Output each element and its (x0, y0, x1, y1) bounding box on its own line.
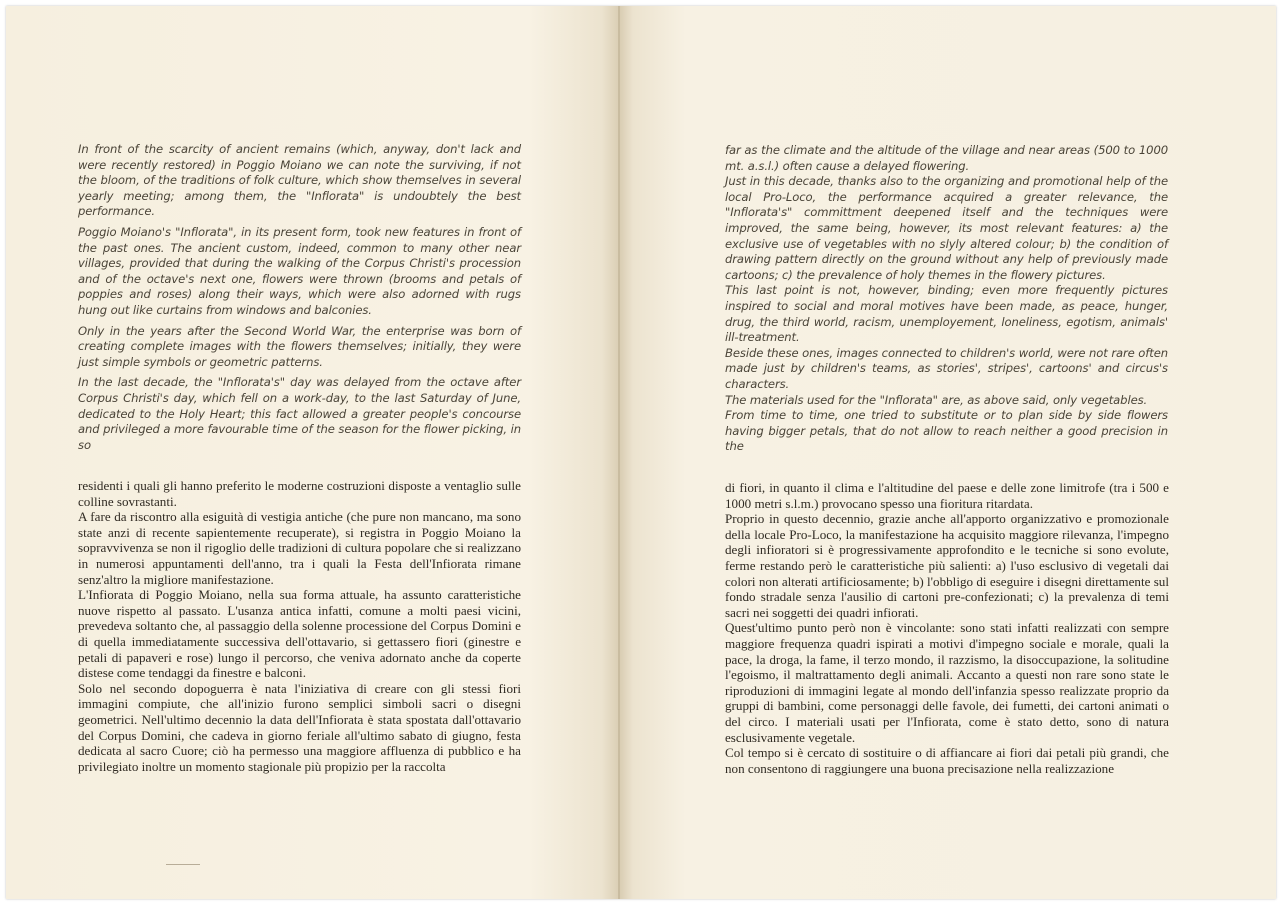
paragraph: residenti i quali gli hanno preferito le moderne costruzioni disposte a ventaglio sulle colline sovrastanti. (78, 478, 521, 509)
paragraph: In the last decade, the "Inflorata's" day was delayed from the octave after Corpus Christi's day, which fell on a work-day, to the last Saturday of June, dedicated to the Holy Heart; this fact allowed a greater people's concourse and privileged a more favourable time of the season for the flower picking, in so (78, 375, 521, 452)
paragraph: Beside these ones, images connected to children's world, were not rare often made just by children's teams, as stories', stripes', cartoons' and circus's characters. (725, 345, 1168, 391)
left-page (6, 6, 620, 899)
left-italian-text (78, 478, 521, 774)
paragraph: Poggio Moiano's "Inflorata", in its present form, took new features in front of the past ones. The ancient custom, indeed, common to many other near villages, provided that during the walking of the Corpus Christi's procession and of the octave's next one, flowers were thrown (brooms and petals of poppies and roses) along their ways, which were also adorned with rugs hung out like curtains from windows and balconies. (78, 224, 521, 317)
book-spread (6, 6, 1276, 899)
paragraph: Quest'ultimo punto però non è vincolante: sono stati infatti realizzati con sempre maggiore frequenza quadri ispirati a motivi d'impegno sociale e morale, quali la pace, la droga, la fame, il terzo mondo, il razzismo, la disoccupazione, la solitudine l'egoismo, il maltrattamento degli animali. Accanto a questi non rare sono state le riproduzioni di immagini legate al mondo dell'infanzia spesso realizzate proprio da gruppi di bambini, come personaggi delle favole, dei fumetti, dei cartoni animati o del circo. I materiali usati per l'Infiorata, come è stato detto, sono di natura esclusivamente vegetale. (725, 620, 1169, 745)
paragraph: Just in this decade, thanks also to the organizing and promotional help of the local Pro-Loco, the performance acquired a greater relevance, the "Inflorata's" committment deepened itself and the techniques were improved, the same being, however, its most relevant features: a) the exclusive use of vegetables with no slyly altered colour; b) the condition of drawing pattern directly on the ground without any help of previously made cartoons; c) the prevalence of holy themes in the flowery pictures. (725, 174, 1168, 282)
paragraph: Col tempo si è cercato di sostituire o di affiancare ai fiori dai petali più grandi, che non consentono di raggiungere una buona precisazione nella realizzazione (725, 745, 1169, 776)
right-page (620, 6, 1276, 899)
page-mark (166, 864, 200, 865)
left-english-text (78, 142, 521, 453)
paragraph: A fare da riscontro alla esiguità di vestigia antiche (che pure non mancano, ma sono state anzi di recente sapientemente recuperate), si registra in Poggio Moiano la sopravvivenza se non il rigoglio delle tradizioni di cultura popolare che si realizzano in numerosi appuntamenti dell'anno, tra i quali la Festa dell'Infiorata rimane senz'altro la migliore manifestazione. (78, 509, 521, 587)
paragraph: Only in the years after the Second World War, the enterprise was born of creating complete images with the flowers themselves; initially, they were just simple symbols or geometric patterns. (78, 323, 521, 369)
paragraph: The materials used for the "Inflorata" are, as above said, only vegetables. (725, 392, 1148, 407)
paragraph: In front of the scarcity of ancient remains (which, anyway, don't lack and were recently restored) in Poggio Moiano we can note the surviving, if not the bloom, of the traditions of folk culture, which show themselves in several yearly meeting; among them, the "Inflorata" is undoubtely the best performance. (78, 142, 521, 219)
paragraph: From time to time, one tried to substitute or to plan side by side flowers having bigger petals, that do not allow to reach neither a good precision in the (725, 408, 1168, 454)
right-italian-text (725, 480, 1169, 776)
paragraph: L'Infiorata di Poggio Moiano, nella sua forma attuale, ha assunto caratteristiche nuove rispetto al passato. L'usanza antica infatti, comune a molti paesi vicini, prevedeva soltanto che, al passaggio della solenne processione del Corpus Domini e di quella immediatamente successiva dell'ottavario, si gettassero fiori (ginestre e petali di papaveri e rose) lungo il percorso, che veniva adornato anche da coperte distese come tendaggi da finestre e balconi. (78, 587, 521, 681)
paragraph: far as the climate and the altitude of the village and near areas (500 to 1000 mt. a.s.l.) often cause a delayed flowering. (725, 143, 1168, 173)
paragraph: Proprio in questo decennio, grazie anche all'apporto organizzativo e promozionale della locale Pro-Loco, la manifestazione ha acquisito maggiore rilevanza, l'impegno degli infioratori si è progressivamente approfondito e le tecniche si sono evolute, ferme restando però le caratteristiche più salienti: a) l'uso esclusivo di vegetali dai colori non alterati artificiosamente; b) l'obbligo di eseguire i disegni direttamente sul fondo stradale senza l'ausilio di cartoni pre-confezionati; c) la prevalenza di temi sacri nei soggetti dei quadri infiorati. (725, 511, 1169, 620)
paragraph: Solo nel secondo dopoguerra è nata l'iniziativa di creare con gli stessi fiori immagini compiute, che all'inizio furono semplici simboli sacri o disegni geometrici. Nell'ultimo decennio la data dell'Infiorata è stata spostata dall'ottavario del Corpus Domini, che cadeva in giorno feriale all'ultimo sabato di giugno, festa dedicata al sacro Cuore; ciò ha permesso una maggiore affluenza di pubblico e ha privilegiato inoltre un momento stagionale più propizio per la raccolta (78, 680, 521, 774)
paragraph: di fiori, in quanto il clima e l'altitudine del paese e delle zone limitrofe (tra i 500 e 1000 metri s.l.m.) provocano spesso una fioritura ritardata. (725, 480, 1169, 511)
paragraph: This last point is not, however, binding; even more frequently pictures inspired to social and moral motives have been made, as peace, hunger, drug, the third world, racism, unemployement, loneliness, egotism, animals' ill-treatment. (725, 283, 1168, 345)
right-english-text (725, 143, 1168, 455)
